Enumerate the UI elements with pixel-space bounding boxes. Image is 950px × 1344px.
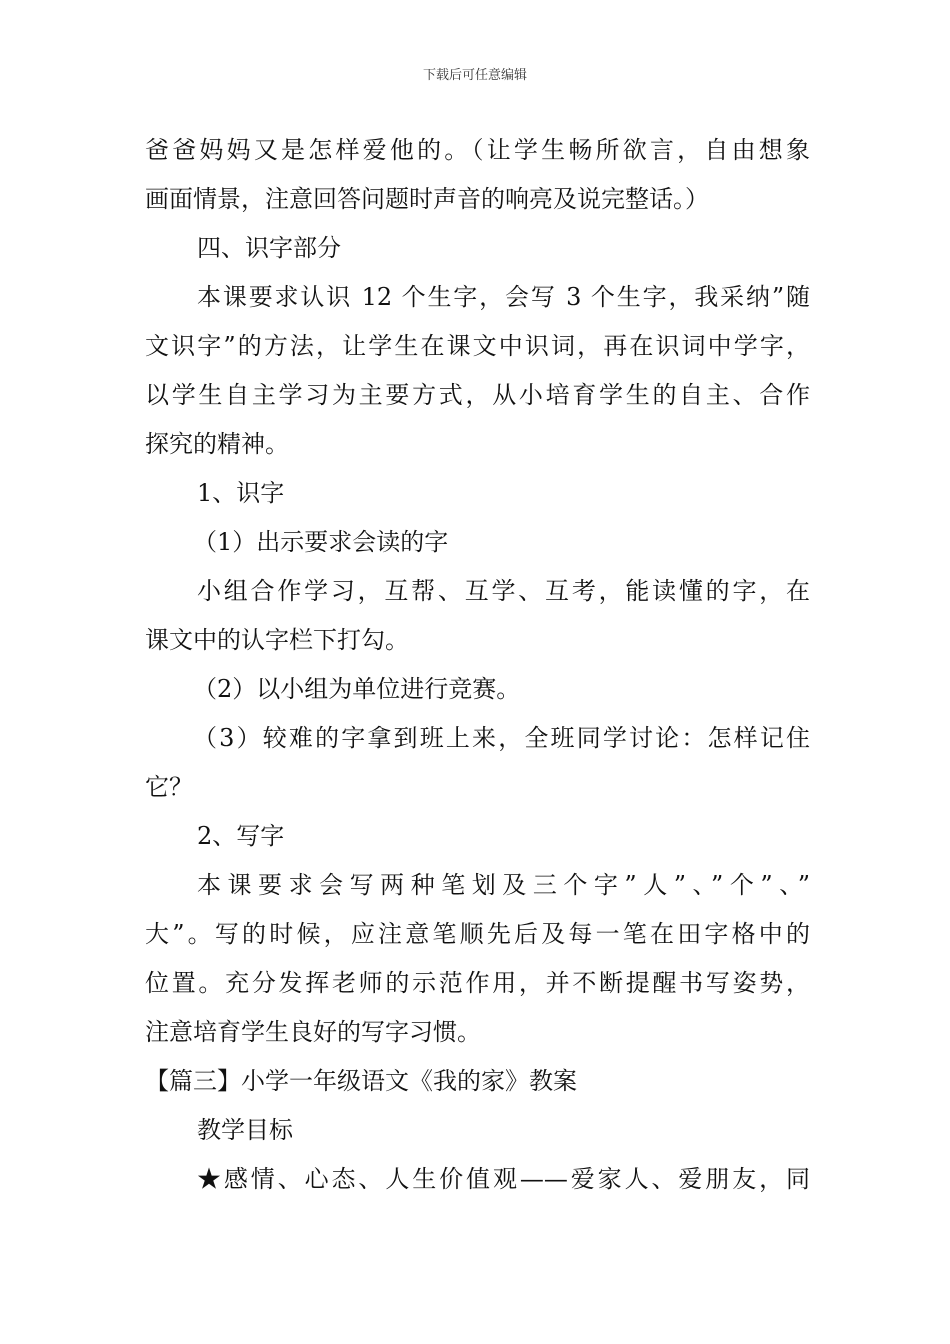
text-line: （2）以小组为单位进行竞赛。 (193, 675, 521, 703)
text-line: 本课要求认识 12 个生字，会写 3 个生字，我采纳”随 (197, 283, 810, 311)
subsection-heading: 1、识字 (197, 479, 285, 507)
chapter-title: 【篇三】小学一年级语文《我的家》教案 (145, 1067, 577, 1095)
text-line: 爸爸妈妈又是怎样爱他的。（让学生畅所欲言，自由想象 (145, 136, 810, 164)
text-line: 它？ (145, 773, 193, 801)
page-header: 下载后可任意编辑 (422, 68, 527, 83)
text-line: 文识字”的方法，让学生在课文中识词，再在识词中学字， (145, 332, 810, 360)
text-line: 注意培育学生良好的写字习惯。 (145, 1018, 481, 1046)
text-line: 探究的精神。 (145, 430, 289, 458)
section-heading: 四、识字部分 (197, 234, 341, 262)
document-body (145, 126, 810, 1204)
text-line: 课文中的认字栏下打勾。 (145, 626, 409, 654)
text-line: 大”。写的时候，应注意笔顺先后及每一笔在田字格中的 (145, 920, 810, 948)
text-line: ★感情、心态、人生价值观——爱家人、爱朋友，同 (197, 1165, 810, 1193)
section-heading: 教学目标 (197, 1116, 293, 1144)
text-line: （3）较难的字拿到班上来，全班同学讨论：怎样记住 (193, 724, 810, 752)
text-line: 位置。充分发挥老师的示范作用，并不断提醒书写姿势， (145, 969, 810, 997)
subsection-heading: 2、写字 (197, 822, 285, 850)
text-line: 画面情景，注意回答问题时声音的响亮及说完整话。） (145, 185, 709, 213)
text-line: 小组合作学习，互帮、互学、互考，能读懂的字，在 (197, 577, 810, 605)
text-line: 以学生自主学习为主要方式，从小培育学生的自主、合作 (145, 381, 810, 409)
text-line: （1）出示要求会读的字 (193, 528, 449, 556)
text-line: 本课要求会写两种笔划及三个字”人”、”个”、” (197, 871, 810, 899)
